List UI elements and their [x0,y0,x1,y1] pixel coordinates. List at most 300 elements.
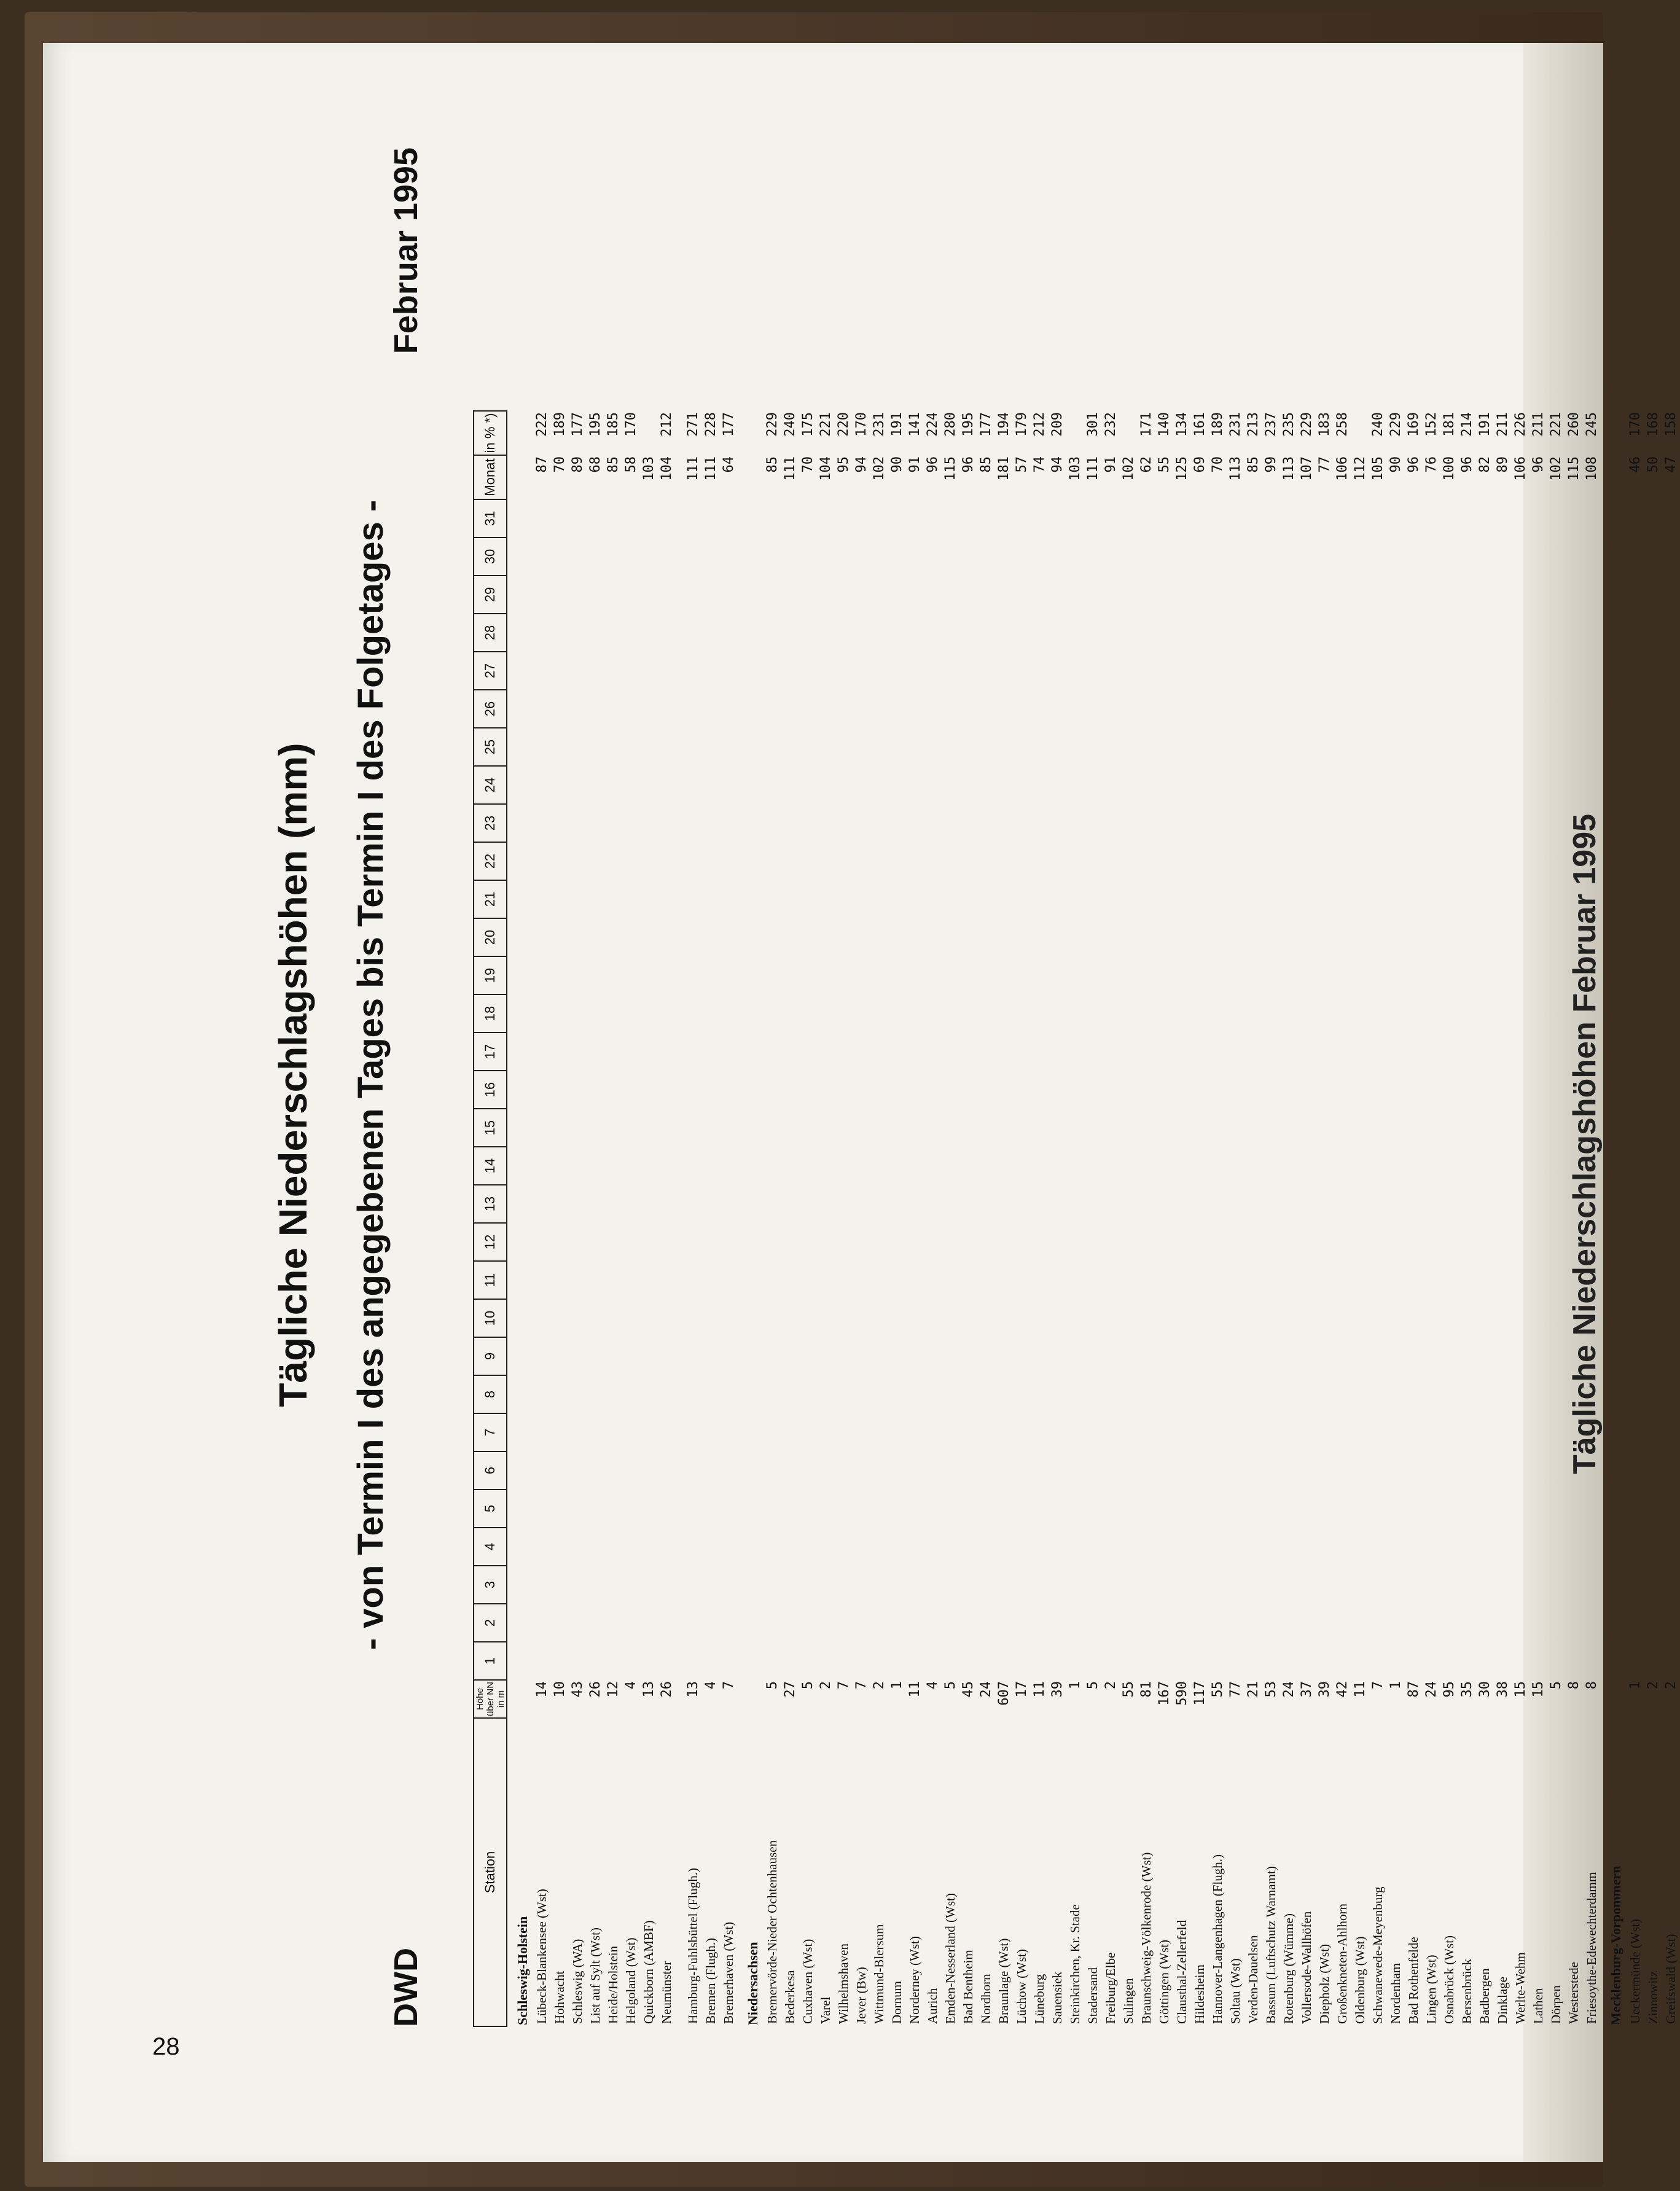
day-cell [551,766,569,804]
day-cell [764,1033,781,1071]
day-cell [1227,842,1244,880]
day-cell [888,1337,906,1375]
day-cell [1066,690,1084,728]
station-height: 5 [1085,1681,1101,1690]
day-cell [658,1451,676,1490]
day-cell [942,1642,959,1680]
table-row [781,411,799,2026]
table-header-block [264,123,473,2027]
day-cell [1209,1337,1227,1375]
day-cell [720,690,738,728]
day-cell [835,994,853,1033]
day-cell [1120,1033,1138,1071]
day-cell [533,537,551,576]
column-header-day-5: 5 [474,1490,507,1528]
day-cell [1084,1451,1102,1490]
day-cell [1494,537,1512,576]
day-cell [906,614,924,652]
day-cell [720,804,738,842]
day-cell [1155,537,1173,576]
day-cell [835,652,853,690]
day-cell [1049,1223,1066,1261]
day-cell [1662,1337,1680,1375]
day-cell [1627,1604,1644,1642]
day-cell [1227,614,1244,652]
table-row [1494,411,1512,2026]
day-cell [720,728,738,766]
day-cell [1387,1071,1405,1109]
day-cell [1644,690,1662,728]
day-cell [853,1223,870,1261]
day-cell [1440,1451,1458,1490]
day-cell [1013,614,1031,652]
day-cell [995,994,1013,1033]
day-cell [684,728,702,766]
column-header-day-11: 11 [474,1261,507,1299]
station-height: 11 [1353,1681,1368,1698]
day-cell [1565,1566,1583,1604]
day-cell [1066,1261,1084,1299]
percent-normal [640,411,658,455]
day-cell [870,499,888,537]
day-cell [817,1033,835,1071]
day-cell [1512,1261,1530,1299]
day-cell [942,956,959,994]
region-label: Mecklenburg-Vorpommern [1608,1865,1623,2025]
day-cell [906,1223,924,1261]
day-cell [888,1147,906,1185]
next-page-title: Tägliche Niederschlagshöhen Februar 1995 [1567,813,1603,1474]
station-height: 1 [1068,1681,1083,1690]
day-cell [799,1604,817,1642]
day-cell [835,804,853,842]
table-row [1244,411,1262,2026]
day-cell [684,918,702,956]
day-cell [1280,766,1298,804]
day-cell [906,1261,924,1299]
day-cell [1155,690,1173,728]
day-cell [1209,1033,1227,1071]
day-cell [781,956,799,994]
day-cell [1512,1566,1530,1604]
day-cell [1351,1033,1369,1071]
day-cell [1387,537,1405,576]
day-cell [1662,1147,1680,1185]
day-cell [1191,1604,1209,1642]
day-cell [1458,804,1476,842]
day-cell [1191,1071,1209,1109]
day-cell [569,499,587,537]
day-cell [684,1185,702,1223]
day-cell [604,652,622,690]
day-cell [1298,1033,1316,1071]
day-cell [622,804,640,842]
day-cell [1476,1604,1494,1642]
station-height: 39 [1317,1681,1332,1698]
day-cell [1405,1451,1423,1490]
day-cell [1583,728,1601,766]
day-cell [906,1528,924,1566]
day-cell [1458,1337,1476,1375]
day-cell [1530,1413,1547,1451]
day-cell [1191,1566,1209,1604]
day-cell [1227,576,1244,614]
day-cell [1369,766,1387,804]
day-cell [1583,1147,1601,1185]
day-cell [1644,499,1662,537]
day-cell [551,1642,569,1680]
day-cell [764,690,781,728]
day-cell [587,1642,604,1680]
day-cell [799,1642,817,1680]
day-cell [1583,956,1601,994]
day-cell [604,1642,622,1680]
day-cell [1662,1413,1680,1451]
day-cell [995,1033,1013,1071]
day-cell [684,804,702,842]
day-cell [1262,1299,1280,1337]
day-cell [1173,1147,1191,1185]
day-cell [1423,728,1440,766]
day-cell [817,1566,835,1604]
day-cell [835,1604,853,1642]
station-height: 2 [1646,1681,1661,1690]
day-cell [622,537,640,576]
region-row [738,411,764,2026]
day-cell [533,880,551,918]
percent-normal: 229 [1388,412,1404,437]
station-name: Hannover-Langenhagen (Flugh.) [1210,1854,1225,2024]
day-cell [1049,880,1066,918]
station-name: Ueckermünde (Wst) [1628,1919,1643,2024]
day-cell [1227,499,1244,537]
day-cell [551,1071,569,1109]
day-cell [1280,1642,1298,1680]
day-cell [1298,1337,1316,1375]
day-cell [1334,1375,1351,1413]
day-cell [658,499,676,537]
day-cell [622,1033,640,1071]
day-cell [870,1299,888,1337]
day-cell [1031,880,1049,918]
day-cell [1476,1337,1494,1375]
percent-normal: 229 [1299,412,1315,437]
day-cell [1120,1528,1138,1566]
table-row [702,411,720,2026]
month-total: 103 [641,456,657,481]
day-cell [587,1451,604,1490]
day-cell [569,956,587,994]
station-name: Hildesheim [1192,1964,1207,2024]
day-cell [1316,690,1334,728]
day-cell [870,766,888,804]
table-row [551,411,569,2026]
day-cell [888,1223,906,1261]
day-cell [853,1604,870,1642]
day-cell [1512,1375,1530,1413]
month-total: 46 [1628,456,1643,473]
day-cell [995,956,1013,994]
day-cell [853,1642,870,1680]
percent-normal: 231 [872,412,887,437]
day-cell [1405,956,1423,994]
day-cell [1627,1109,1644,1147]
day-cell [587,614,604,652]
day-cell [1583,1337,1601,1375]
percent-normal: 221 [1549,412,1564,437]
day-cell [995,1528,1013,1566]
day-cell [1066,766,1084,804]
month-total: 62 [1139,456,1154,473]
day-cell [1627,499,1644,537]
day-cell [942,1033,959,1071]
day-cell [799,1147,817,1185]
day-cell [702,842,720,880]
month-total: 113 [1228,456,1243,481]
day-cell [1423,1185,1440,1223]
day-cell [1369,614,1387,652]
day-cell [1316,1490,1334,1528]
day-cell [1102,1413,1120,1451]
day-cell [720,766,738,804]
day-cell [587,766,604,804]
day-cell [604,842,622,880]
day-cell [1644,728,1662,766]
day-cell [1066,1490,1084,1528]
day-cell [870,956,888,994]
day-cell [604,766,622,804]
day-cell [640,766,658,804]
day-cell [888,614,906,652]
day-cell [1494,1337,1512,1375]
day-cell [1244,842,1262,880]
table-row [977,411,995,2026]
column-header-day-16: 16 [474,1071,507,1109]
day-cell [1530,1451,1547,1490]
day-cell [942,804,959,842]
day-cell [1369,1490,1387,1528]
day-cell [1066,1185,1084,1223]
day-cell [1440,1566,1458,1604]
day-cell [906,1490,924,1528]
day-cell [640,728,658,766]
day-cell [1102,614,1120,652]
day-cell [799,1490,817,1528]
day-cell [1530,1109,1547,1147]
day-cell [995,804,1013,842]
day-cell [1155,1451,1173,1490]
page-title: Tägliche Niederschlagshöhen (mm) [271,743,315,1407]
table-row [1583,411,1601,2026]
day-cell [702,1071,720,1109]
day-cell [942,1109,959,1147]
day-cell [942,1337,959,1375]
table-row [1547,411,1565,2026]
day-cell [658,956,676,994]
day-cell [1102,1566,1120,1604]
day-cell [1644,1223,1662,1261]
day-cell [1476,1071,1494,1109]
day-cell [1049,1033,1066,1071]
day-cell [604,1109,622,1147]
day-cell [1423,1261,1440,1299]
day-cell [835,1185,853,1223]
day-cell [1423,1337,1440,1375]
day-cell [1138,1261,1155,1299]
day-cell [702,690,720,728]
day-cell [622,1375,640,1413]
day-cell [1423,1033,1440,1071]
day-cell [1173,1109,1191,1147]
day-cell [817,880,835,918]
day-cell [1440,1337,1458,1375]
day-cell [1405,1223,1423,1261]
day-cell [888,1375,906,1413]
day-cell [942,537,959,576]
day-cell [1173,1375,1191,1413]
day-cell [1191,1375,1209,1413]
day-cell [906,1451,924,1490]
day-cell [888,1642,906,1680]
day-cell [1209,1109,1227,1147]
day-cell [1084,1109,1102,1147]
table-row [1049,411,1066,2026]
day-cell [1155,956,1173,994]
day-cell [640,1261,658,1299]
day-cell [1494,1147,1512,1185]
day-cell [1458,1299,1476,1337]
day-cell [1494,766,1512,804]
day-cell [533,1071,551,1109]
day-cell [658,1337,676,1375]
day-cell [702,956,720,994]
day-cell [924,1566,942,1604]
day-cell [1512,1642,1530,1680]
day-cell [1351,1223,1369,1261]
table-row [1155,411,1173,2026]
day-cell [622,690,640,728]
day-cell [658,1147,676,1185]
day-cell [1209,956,1227,994]
day-cell [835,614,853,652]
day-cell [1066,1299,1084,1337]
day-cell [764,1223,781,1261]
day-cell [720,1528,738,1566]
day-cell [1244,614,1262,652]
day-cell [1262,614,1280,652]
day-cell [1583,1642,1601,1680]
day-cell [1458,1109,1476,1147]
percent-normal: 228 [703,412,719,437]
month-total: 76 [1424,456,1439,473]
day-cell [1120,1109,1138,1147]
day-cell [1387,1147,1405,1185]
station-height: 2 [872,1681,887,1690]
day-cell [1262,1642,1280,1680]
day-cell [1084,652,1102,690]
day-cell [764,728,781,766]
day-cell [1280,728,1298,766]
day-cell [924,1071,942,1109]
day-cell [587,1147,604,1185]
day-cell [1583,614,1601,652]
day-cell [799,1071,817,1109]
day-cell [1583,1299,1601,1337]
day-cell [888,576,906,614]
day-cell [533,1337,551,1375]
percent-normal: 212 [659,412,674,437]
day-cell [1138,1223,1155,1261]
station-height: 2 [1663,1681,1679,1690]
day-cell [959,1033,977,1071]
day-cell [1280,880,1298,918]
day-cell [1227,1604,1244,1642]
month-total: 125 [1174,456,1190,481]
day-cell [835,1566,853,1604]
day-cell [1031,1413,1049,1451]
day-cell [1049,804,1066,842]
day-cell [1423,1490,1440,1528]
day-cell [1173,1033,1191,1071]
day-cell [1316,918,1334,956]
month-total: 102 [1121,456,1136,481]
station-name: Aurich [925,1988,940,2024]
day-cell [1298,1261,1316,1299]
day-cell [853,614,870,652]
day-cell [1662,1490,1680,1528]
day-cell [640,918,658,956]
day-cell [1138,499,1155,537]
day-cell [1547,804,1565,842]
day-cell [888,652,906,690]
day-cell [1244,1147,1262,1185]
day-cell [1494,804,1512,842]
station-height: 81 [1139,1681,1154,1698]
day-cell [1191,614,1209,652]
day-cell [1369,1566,1387,1604]
day-cell [551,1604,569,1642]
month-total: 113 [1281,456,1297,481]
day-cell [1458,1528,1476,1566]
day-cell [622,956,640,994]
day-cell [1049,1337,1066,1375]
day-cell [1387,1451,1405,1490]
day-cell [764,499,781,537]
day-cell [959,804,977,842]
day-cell [835,1528,853,1566]
day-cell [569,1071,587,1109]
day-cell [1316,994,1334,1033]
day-cell [888,1490,906,1528]
day-cell [924,1223,942,1261]
day-cell [1138,804,1155,842]
day-cell [1530,1299,1547,1337]
day-cell [1280,1071,1298,1109]
day-cell [781,766,799,804]
day-cell [1191,1223,1209,1261]
day-cell [1494,1566,1512,1604]
station-height: 21 [1246,1681,1261,1698]
percent-normal: 226 [1513,412,1528,437]
day-cell [1662,994,1680,1033]
day-cell [1280,1299,1298,1337]
day-cell [1084,1604,1102,1642]
day-cell [1512,499,1530,537]
day-cell [906,1109,924,1147]
day-cell [569,1109,587,1147]
day-cell [1155,1223,1173,1261]
day-cell [817,1413,835,1451]
